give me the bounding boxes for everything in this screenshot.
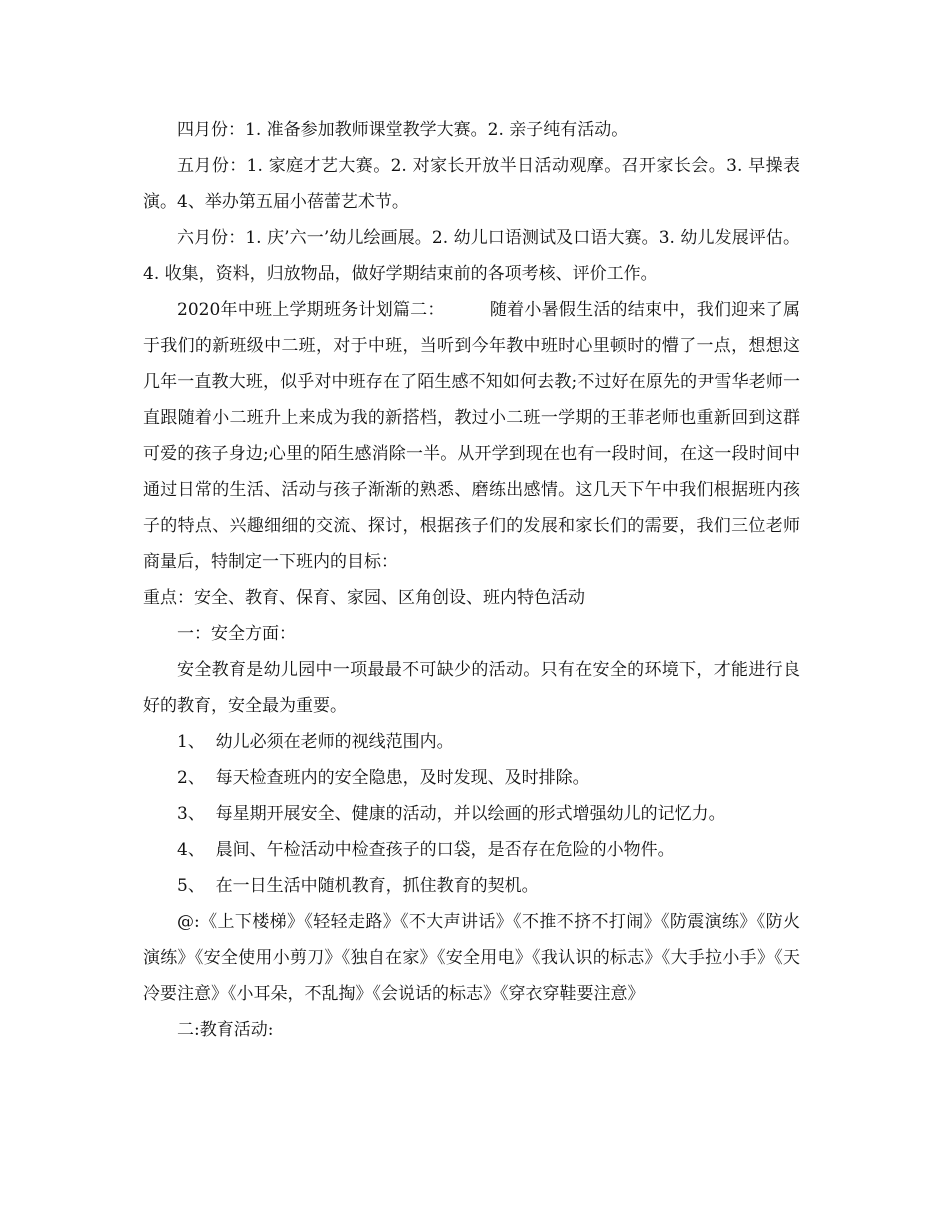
list-item-safety-5: 5、 在一日生活中随机教育，抓住教育的契机。 [177,876,539,896]
list-item-safety-4: 4、 晨间、午检活动中检查孩子的口袋，是否存在危险的小物件。 [177,840,675,860]
list-item-safety-3: 3、 每星期开展安全、健康的活动，并以绘画的形式增强幼儿的记忆力。 [177,804,726,824]
paragraph-plan-intro: 2020年中班上学期班务计划篇二： 随着小暑假生活的结束中，我们迎来了属于我们的新班级中二班，对于中班，当听到今年教中班时心里顿时的懵了一点，想想这几年一直教大班，似乎对中班存在了陌生感不知如何去教;不过好在原先的尹雪华老师一直跟随着小二班升上来成为我的新搭档，教过小二班一学期的王菲老师也重新回到这群可爱的孩子身边;心里的陌生感消除一半。从开学到现在也有一段时间，在这一段时间中通过日常的生活、活动与孩子渐渐的熟悉、磨练出感情。这几天下午中我们根据班内孩子的特点、兴趣细细的交流、探讨，根据孩子们的发展和家长们的需要，我们三位老师商量后，特制定一下班内的目标： [143,300,800,572]
paragraph-june: 六月份：1. 庆’六一’幼儿绘画展。2. 幼儿口语测试及口语大赛。3. 幼儿发展评估。4. 收集，资料，归放物品，做好学期结束前的各项考核、评价工作。 [143,228,800,284]
heading-safety: 一：安全方面： [177,624,296,644]
list-item-safety-2: 2、 每天检查班内的安全隐患，及时发现、及时排除。 [177,768,590,788]
paragraph-key-points: 重点：安全、教育、保育、家园、区角创设、班内特色活动 [143,588,585,608]
paragraph-safety-topics: @:《上下楼梯》《轻轻走路》《不大声讲话》《不推不挤不打闹》《防震演练》《防火演练》《安全使用小剪刀》《独自在家》《安全用电》《我认识的标志》《大手拉小手》《天冷要注意》《小耳朵，不乱掏》《会说话的标志》《穿衣穿鞋要注意》 [143,912,800,1004]
paragraph-may: 五月份：1. 家庭才艺大赛。2. 对家长开放半日活动观摩。召开家长会。3. 早操表演。4、举办第五届小蓓蕾艺术节。 [143,156,800,212]
paragraph-april: 四月份：1. 准备参加教师课堂教学大赛。2. 亲子纯有活动。 [177,120,629,140]
paragraph-safety-intro: 安全教育是幼儿园中一项最最不可缺少的活动。只有在安全的环境下，才能进行良好的教育，安全最为重要。 [143,660,800,716]
list-item-safety-1: 1、 幼儿必须在老师的视线范围内。 [177,732,454,752]
heading-education: 二:教育活动: [177,1020,274,1040]
